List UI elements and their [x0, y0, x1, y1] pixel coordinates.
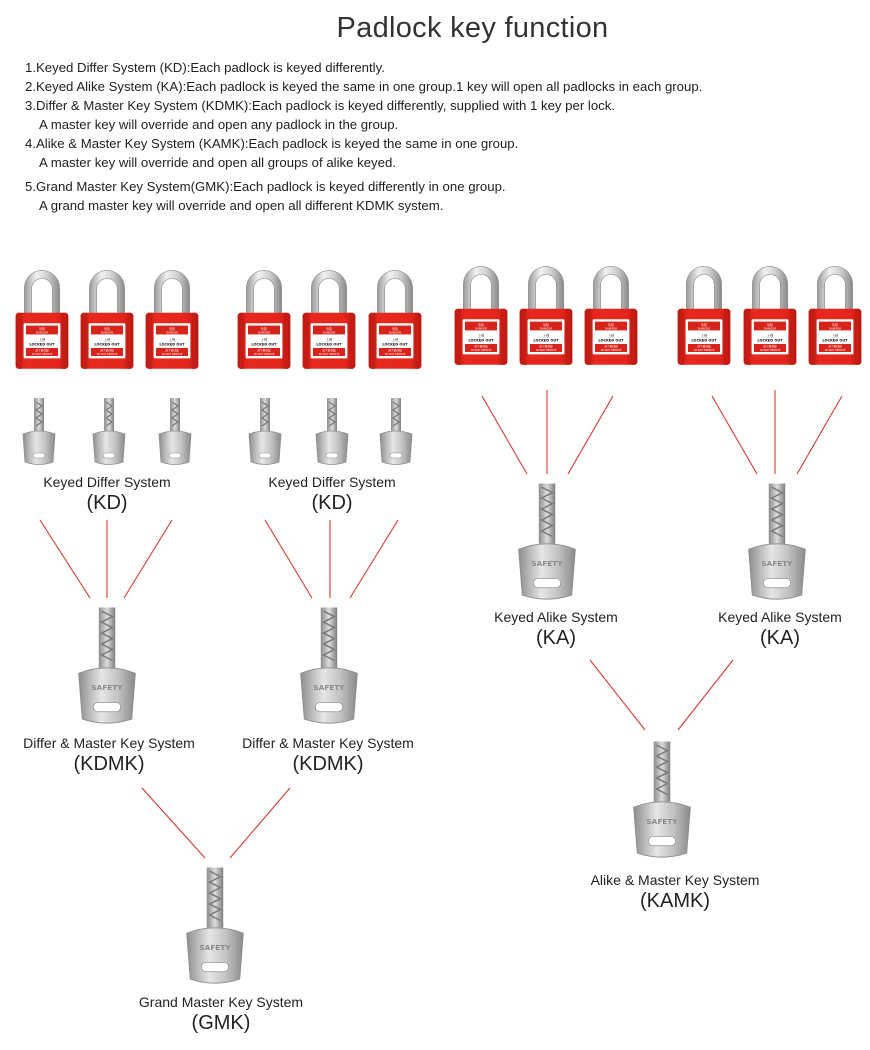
key-icon: [159, 398, 191, 465]
padlock-group-ka1: [455, 266, 638, 364]
rule-kamk-detail: A master key will override and open all groups of alike keyed.: [39, 155, 396, 170]
padlock-icon: [16, 270, 69, 368]
padlock-group-kd1: [16, 270, 199, 368]
rule-gmk-detail: A grand master key will override and open all different KDMK system.: [39, 198, 444, 213]
padlock-icon: [585, 266, 638, 364]
label-kd2-name: Keyed Differ System: [268, 474, 396, 490]
ka2-key-icon: [749, 483, 806, 599]
label-kd1-name: Keyed Differ System: [43, 474, 171, 490]
label-ka2-name: Keyed Alike System: [718, 609, 842, 625]
rule-kd: 1.Keyed Differ System (KD):Each padlock is keyed differently.: [25, 60, 385, 75]
page-title: Padlock key function: [336, 12, 609, 44]
rule-ka: 2.Keyed Alike System (KA):Each padlock is keyed the same in one group.1 key will open all padlocks in each group.: [25, 79, 703, 94]
key-icon: [93, 398, 125, 465]
label-kamk-abbr: (KAMK): [640, 890, 710, 912]
label-ka1: [456, 609, 656, 650]
label-kamk: [560, 872, 790, 913]
padlock-icon: [369, 270, 422, 368]
key-icon: [23, 398, 55, 465]
kdmk1-key-icon: [79, 607, 136, 723]
label-gmk-abbr: (GMK): [191, 1012, 251, 1034]
label-kd1-abbr: (KD): [86, 492, 128, 514]
kd-keys-2: [249, 398, 412, 465]
label-kdmk2-abbr: (KDMK): [292, 753, 364, 775]
padlock-icon: [146, 270, 199, 368]
label-gmk-name: Grand Master Key System: [138, 994, 304, 1010]
label-gmk: [112, 994, 330, 1035]
label-ka2: [680, 609, 870, 650]
key-icon: [316, 398, 348, 465]
label-kdmk2-name: Differ & Master Key System: [242, 735, 414, 751]
padlock-group-ka2: [678, 266, 862, 364]
label-ka2-abbr: (KA): [760, 627, 800, 649]
label-kd2-abbr: (KD): [311, 492, 353, 514]
gmk-key-icon: [187, 867, 244, 983]
label-kdmk1-abbr: (KDMK): [73, 753, 145, 775]
padlock-icon: [520, 266, 573, 364]
label-kd1: [7, 474, 207, 515]
label-kamk-name: Alike & Master Key System: [590, 872, 760, 888]
key-icon: [249, 398, 281, 465]
rule-kdmk: 3.Differ & Master Key System (KDMK):Each padlock is keyed differently, supplied with 1 key per lock.: [25, 98, 616, 113]
ka1-key-icon: [519, 483, 576, 599]
kamk-key-icon: [634, 741, 691, 857]
padlock-icon: [238, 270, 291, 368]
rule-gmk: 5.Grand Master Key System(GMK):Each padlock is keyed differently in one group.: [25, 179, 506, 194]
label-ka1-abbr: (KA): [536, 627, 576, 649]
padlock-icon: [455, 266, 508, 364]
label-kd2: [232, 474, 432, 515]
label-kdmk2: [219, 735, 437, 776]
label-ka1-name: Keyed Alike System: [494, 609, 618, 625]
rule-kamk: 4.Alike & Master Key System (KAMK):Each padlock is keyed the same in one group.: [25, 136, 519, 151]
kdmk2-key-icon: [301, 607, 358, 723]
padlock-group-kd2: [238, 270, 422, 368]
kd-keys-1: [23, 398, 191, 465]
rule-kdmk-detail: A master key will override and open any padlock in the group.: [39, 117, 399, 132]
label-kdmk1-name: Differ & Master Key System: [23, 735, 195, 751]
padlock-icon: [81, 270, 134, 368]
padlock-icon: [303, 270, 356, 368]
label-kdmk1: [0, 735, 218, 776]
padlock-icon: [678, 266, 731, 364]
key-icon: [380, 398, 412, 465]
padlock-icon: [744, 266, 797, 364]
padlock-icon: [809, 266, 862, 364]
